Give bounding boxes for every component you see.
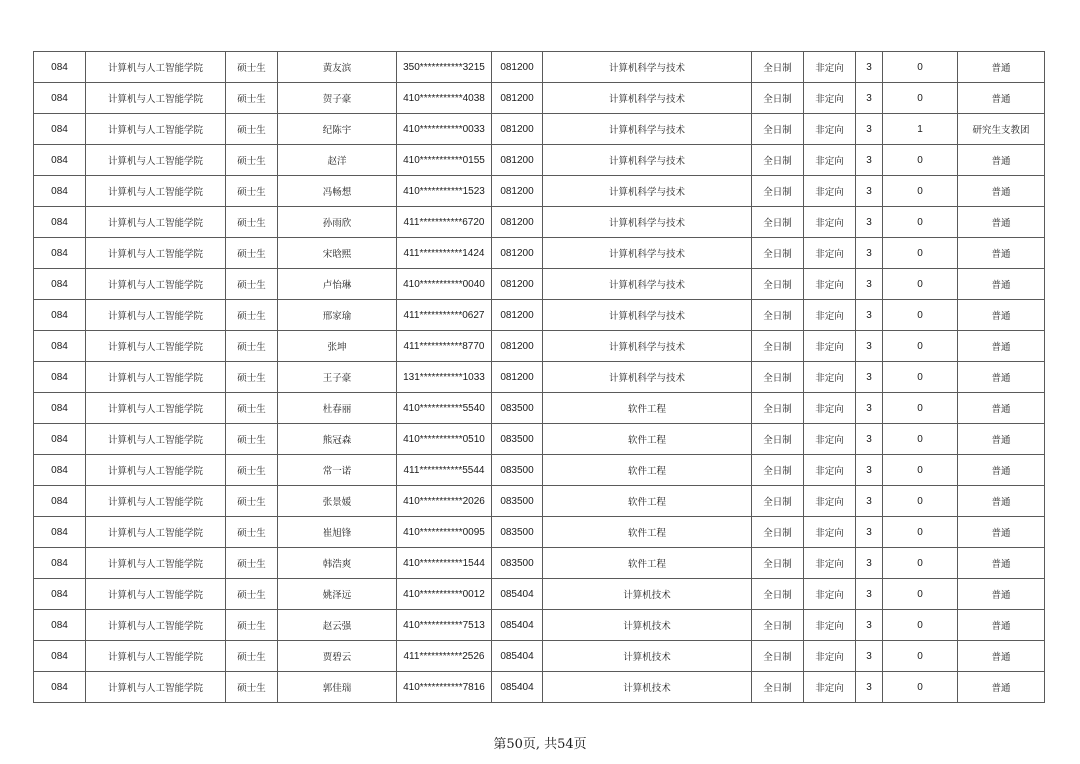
years-cell: 3 bbox=[856, 362, 883, 393]
table-row bbox=[34, 548, 1045, 579]
study-mode-cell: 全日制 bbox=[752, 83, 804, 114]
years-cell: 3 bbox=[856, 176, 883, 207]
degree-type-cell: 硕士生 bbox=[226, 455, 278, 486]
degree-type-cell: 硕士生 bbox=[226, 548, 278, 579]
category-cell: 普通 bbox=[958, 83, 1045, 114]
major-code-cell: 081200 bbox=[492, 114, 543, 145]
study-mode-cell: 全日制 bbox=[752, 300, 804, 331]
unit-code-cell: 084 bbox=[34, 362, 86, 393]
id-number-cell: 410***********5540 bbox=[397, 393, 492, 424]
years-cell: 3 bbox=[856, 579, 883, 610]
id-number-cell: 131***********1033 bbox=[397, 362, 492, 393]
study-mode-cell: 全日制 bbox=[752, 207, 804, 238]
flag-cell: 0 bbox=[883, 269, 958, 300]
college-cell: 计算机与人工智能学院 bbox=[86, 610, 226, 641]
id-number-cell: 411***********2526 bbox=[397, 641, 492, 672]
table-row bbox=[34, 331, 1045, 362]
table-row bbox=[34, 424, 1045, 455]
orientation-cell: 非定向 bbox=[804, 393, 856, 424]
table-row bbox=[34, 579, 1045, 610]
degree-type-cell: 硕士生 bbox=[226, 145, 278, 176]
unit-code-cell: 084 bbox=[34, 114, 86, 145]
table-row bbox=[34, 269, 1045, 300]
years-cell: 3 bbox=[856, 486, 883, 517]
table-row bbox=[34, 145, 1045, 176]
category-cell: 普通 bbox=[958, 176, 1045, 207]
major-code-cell: 081200 bbox=[492, 362, 543, 393]
degree-type-cell: 硕士生 bbox=[226, 486, 278, 517]
major-name-cell: 软件工程 bbox=[543, 548, 752, 579]
major-name-cell: 计算机科学与技术 bbox=[543, 114, 752, 145]
degree-type-cell: 硕士生 bbox=[226, 610, 278, 641]
college-cell: 计算机与人工智能学院 bbox=[86, 548, 226, 579]
study-mode-cell: 全日制 bbox=[752, 362, 804, 393]
major-code-cell: 083500 bbox=[492, 424, 543, 455]
major-code-cell: 085404 bbox=[492, 610, 543, 641]
college-cell: 计算机与人工智能学院 bbox=[86, 52, 226, 83]
major-name-cell: 计算机科学与技术 bbox=[543, 362, 752, 393]
orientation-cell: 非定向 bbox=[804, 114, 856, 145]
college-cell: 计算机与人工智能学院 bbox=[86, 517, 226, 548]
id-number-cell: 410***********0033 bbox=[397, 114, 492, 145]
major-name-cell: 计算机科学与技术 bbox=[543, 176, 752, 207]
category-cell: 普通 bbox=[958, 52, 1045, 83]
table-row bbox=[34, 52, 1045, 83]
flag-cell: 0 bbox=[883, 176, 958, 207]
college-cell: 计算机与人工智能学院 bbox=[86, 362, 226, 393]
orientation-cell: 非定向 bbox=[804, 579, 856, 610]
degree-type-cell: 硕士生 bbox=[226, 331, 278, 362]
study-mode-cell: 全日制 bbox=[752, 114, 804, 145]
college-cell: 计算机与人工智能学院 bbox=[86, 393, 226, 424]
major-code-cell: 083500 bbox=[492, 455, 543, 486]
major-code-cell: 081200 bbox=[492, 52, 543, 83]
major-code-cell: 085404 bbox=[492, 641, 543, 672]
orientation-cell: 非定向 bbox=[804, 145, 856, 176]
category-cell: 普通 bbox=[958, 672, 1045, 703]
id-number-cell: 410***********1544 bbox=[397, 548, 492, 579]
table-row bbox=[34, 610, 1045, 641]
flag-cell: 0 bbox=[883, 207, 958, 238]
category-cell: 普通 bbox=[958, 517, 1045, 548]
years-cell: 3 bbox=[856, 424, 883, 455]
years-cell: 3 bbox=[856, 393, 883, 424]
category-cell: 普通 bbox=[958, 145, 1045, 176]
major-code-cell: 081200 bbox=[492, 269, 543, 300]
flag-cell: 0 bbox=[883, 393, 958, 424]
degree-type-cell: 硕士生 bbox=[226, 424, 278, 455]
category-cell: 普通 bbox=[958, 269, 1045, 300]
unit-code-cell: 084 bbox=[34, 238, 86, 269]
unit-code-cell: 084 bbox=[34, 145, 86, 176]
study-mode-cell: 全日制 bbox=[752, 455, 804, 486]
unit-code-cell: 084 bbox=[34, 331, 86, 362]
degree-type-cell: 硕士生 bbox=[226, 207, 278, 238]
major-name-cell: 计算机科学与技术 bbox=[543, 300, 752, 331]
major-code-cell: 081200 bbox=[492, 176, 543, 207]
major-name-cell: 计算机科学与技术 bbox=[543, 83, 752, 114]
college-cell: 计算机与人工智能学院 bbox=[86, 579, 226, 610]
table-row bbox=[34, 300, 1045, 331]
years-cell: 3 bbox=[856, 83, 883, 114]
college-cell: 计算机与人工智能学院 bbox=[86, 300, 226, 331]
major-code-cell: 083500 bbox=[492, 548, 543, 579]
degree-type-cell: 硕士生 bbox=[226, 269, 278, 300]
category-cell: 普通 bbox=[958, 579, 1045, 610]
name-cell: 崔旭锋 bbox=[278, 517, 397, 548]
name-cell: 熊冠森 bbox=[278, 424, 397, 455]
orientation-cell: 非定向 bbox=[804, 300, 856, 331]
unit-code-cell: 084 bbox=[34, 455, 86, 486]
name-cell: 杜春丽 bbox=[278, 393, 397, 424]
college-cell: 计算机与人工智能学院 bbox=[86, 207, 226, 238]
college-cell: 计算机与人工智能学院 bbox=[86, 424, 226, 455]
name-cell: 韩浩爽 bbox=[278, 548, 397, 579]
flag-cell: 0 bbox=[883, 362, 958, 393]
orientation-cell: 非定向 bbox=[804, 176, 856, 207]
college-cell: 计算机与人工智能学院 bbox=[86, 145, 226, 176]
degree-type-cell: 硕士生 bbox=[226, 672, 278, 703]
orientation-cell: 非定向 bbox=[804, 424, 856, 455]
category-cell: 普通 bbox=[958, 207, 1045, 238]
major-name-cell: 计算机技术 bbox=[543, 579, 752, 610]
major-name-cell: 计算机科学与技术 bbox=[543, 331, 752, 362]
unit-code-cell: 084 bbox=[34, 641, 86, 672]
study-mode-cell: 全日制 bbox=[752, 517, 804, 548]
major-code-cell: 085404 bbox=[492, 579, 543, 610]
flag-cell: 0 bbox=[883, 455, 958, 486]
table-row bbox=[34, 641, 1045, 672]
flag-cell: 1 bbox=[883, 114, 958, 145]
page-number: 第50页, 共54页 bbox=[493, 737, 587, 752]
years-cell: 3 bbox=[856, 238, 883, 269]
years-cell: 3 bbox=[856, 269, 883, 300]
id-number-cell: 410***********0012 bbox=[397, 579, 492, 610]
major-name-cell: 软件工程 bbox=[543, 393, 752, 424]
degree-type-cell: 硕士生 bbox=[226, 238, 278, 269]
orientation-cell: 非定向 bbox=[804, 238, 856, 269]
name-cell: 王子豪 bbox=[278, 362, 397, 393]
years-cell: 3 bbox=[856, 331, 883, 362]
name-cell: 张景媛 bbox=[278, 486, 397, 517]
college-cell: 计算机与人工智能学院 bbox=[86, 83, 226, 114]
years-cell: 3 bbox=[856, 672, 883, 703]
id-number-cell: 411***********6720 bbox=[397, 207, 492, 238]
student-table bbox=[33, 51, 1045, 703]
major-code-cell: 081200 bbox=[492, 300, 543, 331]
flag-cell: 0 bbox=[883, 486, 958, 517]
flag-cell: 0 bbox=[883, 238, 958, 269]
major-code-cell: 085404 bbox=[492, 672, 543, 703]
orientation-cell: 非定向 bbox=[804, 672, 856, 703]
name-cell: 黄友滨 bbox=[278, 52, 397, 83]
major-name-cell: 计算机科学与技术 bbox=[543, 145, 752, 176]
flag-cell: 0 bbox=[883, 517, 958, 548]
id-number-cell: 411***********8770 bbox=[397, 331, 492, 362]
category-cell: 普通 bbox=[958, 610, 1045, 641]
college-cell: 计算机与人工智能学院 bbox=[86, 238, 226, 269]
degree-type-cell: 硕士生 bbox=[226, 393, 278, 424]
study-mode-cell: 全日制 bbox=[752, 393, 804, 424]
major-name-cell: 计算机技术 bbox=[543, 641, 752, 672]
major-name-cell: 软件工程 bbox=[543, 424, 752, 455]
orientation-cell: 非定向 bbox=[804, 83, 856, 114]
orientation-cell: 非定向 bbox=[804, 52, 856, 83]
name-cell: 纪陈宇 bbox=[278, 114, 397, 145]
flag-cell: 0 bbox=[883, 672, 958, 703]
major-name-cell: 计算机技术 bbox=[543, 610, 752, 641]
degree-type-cell: 硕士生 bbox=[226, 517, 278, 548]
id-number-cell: 410***********0155 bbox=[397, 145, 492, 176]
years-cell: 3 bbox=[856, 52, 883, 83]
name-cell: 赵洋 bbox=[278, 145, 397, 176]
unit-code-cell: 084 bbox=[34, 579, 86, 610]
years-cell: 3 bbox=[856, 517, 883, 548]
unit-code-cell: 084 bbox=[34, 486, 86, 517]
id-number-cell: 411***********1424 bbox=[397, 238, 492, 269]
id-number-cell: 410***********0040 bbox=[397, 269, 492, 300]
major-name-cell: 软件工程 bbox=[543, 455, 752, 486]
flag-cell: 0 bbox=[883, 610, 958, 641]
category-cell: 普通 bbox=[958, 641, 1045, 672]
major-code-cell: 081200 bbox=[492, 207, 543, 238]
flag-cell: 0 bbox=[883, 641, 958, 672]
table-row bbox=[34, 486, 1045, 517]
major-code-cell: 083500 bbox=[492, 486, 543, 517]
years-cell: 3 bbox=[856, 455, 883, 486]
category-cell: 普通 bbox=[958, 455, 1045, 486]
id-number-cell: 410***********2026 bbox=[397, 486, 492, 517]
orientation-cell: 非定向 bbox=[804, 362, 856, 393]
unit-code-cell: 084 bbox=[34, 176, 86, 207]
name-cell: 邢家瑜 bbox=[278, 300, 397, 331]
name-cell: 姚泽远 bbox=[278, 579, 397, 610]
name-cell: 冯畅想 bbox=[278, 176, 397, 207]
study-mode-cell: 全日制 bbox=[752, 610, 804, 641]
unit-code-cell: 084 bbox=[34, 672, 86, 703]
unit-code-cell: 084 bbox=[34, 269, 86, 300]
name-cell: 卢怡琳 bbox=[278, 269, 397, 300]
degree-type-cell: 硕士生 bbox=[226, 362, 278, 393]
study-mode-cell: 全日制 bbox=[752, 579, 804, 610]
id-number-cell: 410***********0510 bbox=[397, 424, 492, 455]
id-number-cell: 410***********4038 bbox=[397, 83, 492, 114]
flag-cell: 0 bbox=[883, 579, 958, 610]
id-number-cell: 410***********1523 bbox=[397, 176, 492, 207]
id-number-cell: 411***********5544 bbox=[397, 455, 492, 486]
degree-type-cell: 硕士生 bbox=[226, 114, 278, 145]
study-mode-cell: 全日制 bbox=[752, 269, 804, 300]
major-name-cell: 软件工程 bbox=[543, 486, 752, 517]
orientation-cell: 非定向 bbox=[804, 331, 856, 362]
unit-code-cell: 084 bbox=[34, 424, 86, 455]
study-mode-cell: 全日制 bbox=[752, 331, 804, 362]
study-mode-cell: 全日制 bbox=[752, 641, 804, 672]
flag-cell: 0 bbox=[883, 83, 958, 114]
category-cell: 普通 bbox=[958, 362, 1045, 393]
table-row bbox=[34, 238, 1045, 269]
id-number-cell: 410***********7513 bbox=[397, 610, 492, 641]
degree-type-cell: 硕士生 bbox=[226, 83, 278, 114]
category-cell: 研究生支教团 bbox=[958, 114, 1045, 145]
orientation-cell: 非定向 bbox=[804, 548, 856, 579]
study-mode-cell: 全日制 bbox=[752, 672, 804, 703]
flag-cell: 0 bbox=[883, 300, 958, 331]
name-cell: 张坤 bbox=[278, 331, 397, 362]
degree-type-cell: 硕士生 bbox=[226, 52, 278, 83]
college-cell: 计算机与人工智能学院 bbox=[86, 269, 226, 300]
college-cell: 计算机与人工智能学院 bbox=[86, 114, 226, 145]
college-cell: 计算机与人工智能学院 bbox=[86, 672, 226, 703]
table-row bbox=[34, 83, 1045, 114]
major-code-cell: 081200 bbox=[492, 238, 543, 269]
category-cell: 普通 bbox=[958, 238, 1045, 269]
flag-cell: 0 bbox=[883, 52, 958, 83]
major-code-cell: 083500 bbox=[492, 393, 543, 424]
years-cell: 3 bbox=[856, 207, 883, 238]
orientation-cell: 非定向 bbox=[804, 455, 856, 486]
major-name-cell: 计算机科学与技术 bbox=[543, 52, 752, 83]
major-code-cell: 081200 bbox=[492, 331, 543, 362]
major-code-cell: 083500 bbox=[492, 517, 543, 548]
name-cell: 贾碧云 bbox=[278, 641, 397, 672]
college-cell: 计算机与人工智能学院 bbox=[86, 331, 226, 362]
orientation-cell: 非定向 bbox=[804, 517, 856, 548]
flag-cell: 0 bbox=[883, 331, 958, 362]
college-cell: 计算机与人工智能学院 bbox=[86, 176, 226, 207]
major-name-cell: 计算机科学与技术 bbox=[543, 238, 752, 269]
college-cell: 计算机与人工智能学院 bbox=[86, 641, 226, 672]
study-mode-cell: 全日制 bbox=[752, 548, 804, 579]
category-cell: 普通 bbox=[958, 393, 1045, 424]
orientation-cell: 非定向 bbox=[804, 610, 856, 641]
orientation-cell: 非定向 bbox=[804, 269, 856, 300]
major-code-cell: 081200 bbox=[492, 145, 543, 176]
study-mode-cell: 全日制 bbox=[752, 238, 804, 269]
name-cell: 贺子豪 bbox=[278, 83, 397, 114]
table-row bbox=[34, 672, 1045, 703]
college-cell: 计算机与人工智能学院 bbox=[86, 455, 226, 486]
unit-code-cell: 084 bbox=[34, 393, 86, 424]
unit-code-cell: 084 bbox=[34, 517, 86, 548]
years-cell: 3 bbox=[856, 300, 883, 331]
years-cell: 3 bbox=[856, 641, 883, 672]
unit-code-cell: 084 bbox=[34, 207, 86, 238]
name-cell: 常一诺 bbox=[278, 455, 397, 486]
flag-cell: 0 bbox=[883, 548, 958, 579]
study-mode-cell: 全日制 bbox=[752, 52, 804, 83]
table-row bbox=[34, 517, 1045, 548]
unit-code-cell: 084 bbox=[34, 52, 86, 83]
years-cell: 3 bbox=[856, 145, 883, 176]
major-name-cell: 计算机科学与技术 bbox=[543, 269, 752, 300]
orientation-cell: 非定向 bbox=[804, 207, 856, 238]
table-row bbox=[34, 455, 1045, 486]
id-number-cell: 410***********0095 bbox=[397, 517, 492, 548]
unit-code-cell: 084 bbox=[34, 548, 86, 579]
years-cell: 3 bbox=[856, 114, 883, 145]
orientation-cell: 非定向 bbox=[804, 486, 856, 517]
name-cell: 孙雨欣 bbox=[278, 207, 397, 238]
degree-type-cell: 硕士生 bbox=[226, 300, 278, 331]
study-mode-cell: 全日制 bbox=[752, 424, 804, 455]
degree-type-cell: 硕士生 bbox=[226, 579, 278, 610]
unit-code-cell: 084 bbox=[34, 83, 86, 114]
study-mode-cell: 全日制 bbox=[752, 145, 804, 176]
study-mode-cell: 全日制 bbox=[752, 486, 804, 517]
flag-cell: 0 bbox=[883, 424, 958, 455]
study-mode-cell: 全日制 bbox=[752, 176, 804, 207]
name-cell: 郭佳瑞 bbox=[278, 672, 397, 703]
orientation-cell: 非定向 bbox=[804, 641, 856, 672]
category-cell: 普通 bbox=[958, 548, 1045, 579]
table-row bbox=[34, 207, 1045, 238]
flag-cell: 0 bbox=[883, 145, 958, 176]
id-number-cell: 411***********0627 bbox=[397, 300, 492, 331]
name-cell: 赵云强 bbox=[278, 610, 397, 641]
table-body bbox=[34, 52, 1045, 703]
table-row bbox=[34, 176, 1045, 207]
category-cell: 普通 bbox=[958, 424, 1045, 455]
major-name-cell: 计算机技术 bbox=[543, 672, 752, 703]
major-name-cell: 软件工程 bbox=[543, 517, 752, 548]
major-name-cell: 计算机科学与技术 bbox=[543, 207, 752, 238]
degree-type-cell: 硕士生 bbox=[226, 176, 278, 207]
name-cell: 宋晗熙 bbox=[278, 238, 397, 269]
category-cell: 普通 bbox=[958, 486, 1045, 517]
unit-code-cell: 084 bbox=[34, 610, 86, 641]
id-number-cell: 350***********3215 bbox=[397, 52, 492, 83]
years-cell: 3 bbox=[856, 610, 883, 641]
unit-code-cell: 084 bbox=[34, 300, 86, 331]
table-row bbox=[34, 393, 1045, 424]
college-cell: 计算机与人工智能学院 bbox=[86, 486, 226, 517]
table-row bbox=[34, 114, 1045, 145]
table-row bbox=[34, 362, 1045, 393]
category-cell: 普通 bbox=[958, 331, 1045, 362]
years-cell: 3 bbox=[856, 548, 883, 579]
id-number-cell: 410***********7816 bbox=[397, 672, 492, 703]
degree-type-cell: 硕士生 bbox=[226, 641, 278, 672]
category-cell: 普通 bbox=[958, 300, 1045, 331]
major-code-cell: 081200 bbox=[492, 83, 543, 114]
